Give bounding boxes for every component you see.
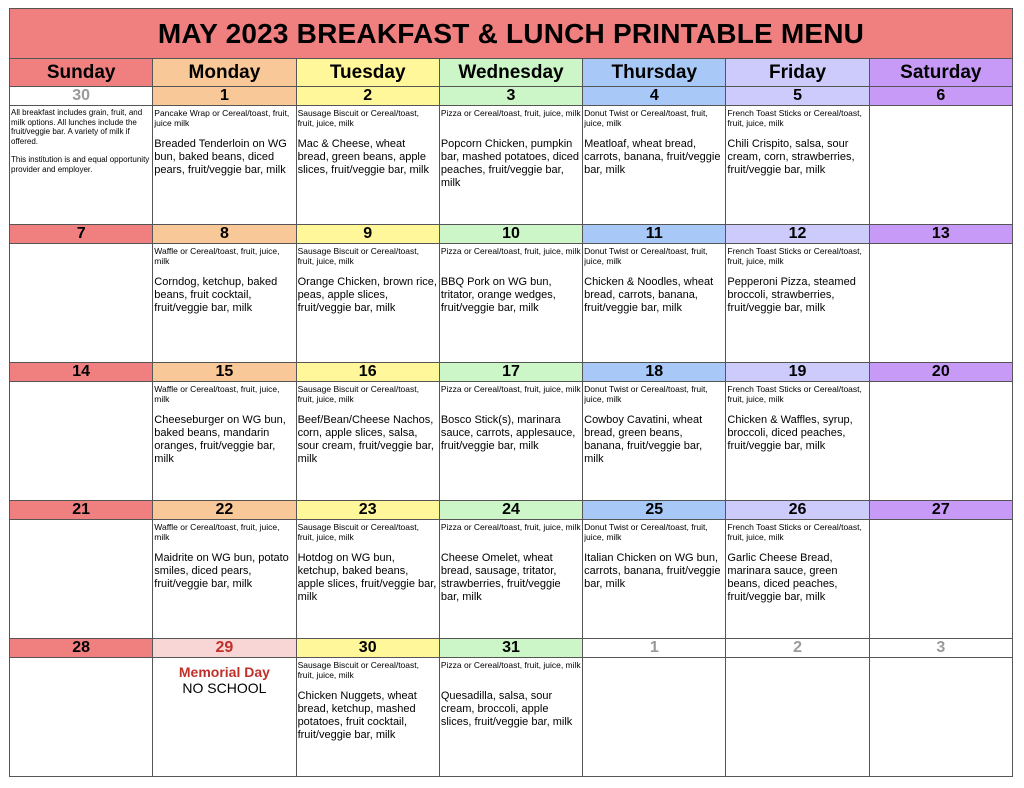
date-number: 8	[153, 225, 296, 244]
day-cell	[726, 520, 869, 639]
day-cell	[153, 106, 296, 225]
date-number: 5	[726, 87, 869, 106]
info-note-cell	[9, 106, 153, 225]
breakfast-text: Sausage Biscuit or Cereal/toast, fruit, juice, milk	[297, 384, 419, 404]
date-number: 28	[9, 639, 153, 658]
lunch-text: Cheese Omelet, wheat bread, sausage, tritator, strawberries, fruit/veggie bar, milk	[440, 552, 561, 603]
date-number: 17	[440, 363, 583, 382]
weekday-sunday: Sunday	[9, 59, 153, 87]
date-number: 20	[870, 363, 1013, 382]
lunch-text: Chicken & Noodles, wheat bread, carrots, banana, fruit/veggie bar, milk	[584, 276, 714, 314]
date-number: 25	[583, 501, 726, 520]
date-number: 3	[440, 87, 583, 106]
date-number: 10	[440, 225, 583, 244]
breakfast-text: French Toast Sticks or Cereal/toast, fruit, juice, milk	[727, 384, 862, 404]
day-cell	[726, 244, 869, 363]
empty-day-cell	[870, 658, 1013, 777]
lunch-text: Italian Chicken on WG bun, carrots, banana, fruit/veggie bar, milk	[584, 552, 721, 590]
day-cell	[440, 382, 583, 501]
empty-day-cell	[870, 106, 1013, 225]
date-number: 2	[726, 639, 869, 658]
day-cell	[153, 244, 296, 363]
day-cell	[153, 520, 296, 639]
week-row	[9, 501, 1013, 639]
day-cell	[726, 106, 869, 225]
date-number: 6	[870, 87, 1013, 106]
holiday-cell	[153, 658, 296, 777]
weekday-tuesday: Tuesday	[297, 59, 440, 87]
breakfast-text: French Toast Sticks or Cereal/toast, fruit, juice, milk	[727, 246, 862, 266]
day-cell	[440, 244, 583, 363]
breakfast-text: Waffle or Cereal/toast, fruit, juice, milk	[154, 246, 280, 266]
date-number: 26	[726, 501, 869, 520]
lunch-text: Cheeseburger on WG bun, baked beans, mandarin oranges, fruit/veggie bar, milk	[154, 414, 286, 465]
empty-day-cell	[583, 658, 726, 777]
breakfast-text: French Toast Sticks or Cereal/toast, fruit, juice, milk	[727, 108, 862, 128]
lunch-text: Pepperoni Pizza, steamed broccoli, strawberries, fruit/veggie bar, milk	[727, 276, 856, 314]
breakfast-text: Donut Twist or Cereal/toast, fruit, juice, milk	[584, 108, 708, 128]
lunch-text: BBQ Pork on WG bun, tritator, orange wedges, fruit/veggie bar, milk	[440, 276, 556, 314]
date-number: 1	[153, 87, 296, 106]
date-number: 14	[9, 363, 153, 382]
lunch-text: Chili Crispito, salsa, sour cream, corn, strawberries, fruit/veggie bar, milk	[727, 138, 855, 176]
empty-day-cell	[726, 658, 869, 777]
date-number: 18	[583, 363, 726, 382]
weekday-header-row	[9, 59, 1013, 87]
date-number: 24	[440, 501, 583, 520]
weekday-monday: Monday	[153, 59, 296, 87]
date-number: 1	[583, 639, 726, 658]
lunch-text: Garlic Cheese Bread, marinara sauce, green beans, diced peaches, fruit/veggie bar, milk	[727, 552, 838, 603]
date-number: 30	[297, 639, 440, 658]
breakfast-text: Pizza or Cereal/toast, fruit, juice, milk	[440, 522, 581, 532]
date-number: 15	[153, 363, 296, 382]
lunch-text: Beef/Bean/Cheese Nachos, corn, apple slices, salsa, sour cream, fruit/veggie bar, milk	[297, 414, 434, 465]
weekday-wednesday: Wednesday	[440, 59, 583, 87]
date-number: 19	[726, 363, 869, 382]
breakfast-text: Donut Twist or Cereal/toast, fruit, juice, milk	[584, 522, 708, 542]
lunch-text: Maidrite on WG bun, potato smiles, diced pears, fruit/veggie bar, milk	[154, 552, 289, 590]
weekday-saturday: Saturday	[870, 59, 1013, 87]
week-row	[9, 639, 1013, 777]
breakfast-text: Waffle or Cereal/toast, fruit, juice, milk	[154, 384, 280, 404]
lunch-text: Mac & Cheese, wheat bread, green beans, apple slices, fruit/veggie bar, milk	[297, 138, 429, 176]
empty-day-cell	[870, 382, 1013, 501]
day-cell	[583, 106, 726, 225]
empty-day-cell	[870, 520, 1013, 639]
date-number: 23	[297, 501, 440, 520]
lunch-text: Bosco Stick(s), marinara sauce, carrots, applesauce, fruit/veggie bar, milk	[440, 414, 576, 452]
menu-calendar	[9, 8, 1013, 778]
date-number: 4	[583, 87, 726, 106]
empty-day-cell	[9, 520, 153, 639]
date-number: 11	[583, 225, 726, 244]
date-number: 16	[297, 363, 440, 382]
date-number: 21	[9, 501, 153, 520]
day-cell	[583, 244, 726, 363]
week-row	[9, 225, 1013, 363]
breakfast-text: Donut Twist or Cereal/toast, fruit, juice, milk	[584, 384, 708, 404]
date-number: 31	[440, 639, 583, 658]
day-cell	[440, 658, 583, 777]
day-cell	[440, 106, 583, 225]
breakfast-text: Donut Twist or Cereal/toast, fruit, juice, milk	[584, 246, 708, 266]
day-cell	[583, 520, 726, 639]
empty-day-cell	[9, 658, 153, 777]
lunch-text: Meatloaf, wheat bread, carrots, banana, fruit/veggie bar, milk	[584, 138, 721, 176]
breakfast-text: Waffle or Cereal/toast, fruit, juice, milk	[154, 522, 280, 542]
day-cell	[297, 244, 440, 363]
breakfast-text: Pancake Wrap or Cereal/toast, fruit, juice milk	[154, 108, 290, 128]
lunch-text: Corndog, ketchup, baked beans, fruit cocktail, fruit/veggie bar, milk	[154, 276, 278, 314]
date-number: 3	[870, 639, 1013, 658]
day-cell	[297, 382, 440, 501]
date-number: 27	[870, 501, 1013, 520]
empty-day-cell	[9, 244, 153, 363]
breakfast-text: Sausage Biscuit or Cereal/toast, fruit, juice, milk	[297, 522, 419, 542]
breakfast-text: Pizza or Cereal/toast, fruit, juice, milk	[440, 246, 581, 256]
nutrition-note: All breakfast includes grain, fruit, and milk options. All lunches include the fruit/veggie bar. A variety of milk if offered.	[11, 108, 143, 146]
date-number-holiday: 29	[153, 639, 296, 658]
breakfast-text: Sausage Biscuit or Cereal/toast, fruit, juice, milk	[297, 246, 419, 266]
empty-day-cell	[9, 382, 153, 501]
lunch-text: Orange Chicken, brown rice, peas, apple slices, fruit/veggie bar, milk	[297, 276, 437, 314]
page-title: MAY 2023 BREAKFAST & LUNCH PRINTABLE MENU	[9, 8, 1013, 59]
date-number: 2	[297, 87, 440, 106]
day-cell	[297, 658, 440, 777]
date-number: 22	[153, 501, 296, 520]
breakfast-text: Sausage Biscuit or Cereal/toast, fruit, juice, milk	[297, 660, 419, 680]
day-cell	[297, 520, 440, 639]
day-cell	[583, 382, 726, 501]
date-number: 7	[9, 225, 153, 244]
week-row	[9, 87, 1013, 225]
day-cell	[440, 520, 583, 639]
day-cell	[153, 382, 296, 501]
equal-opportunity-note: This institution is and equal opportunity provider and employer.	[11, 155, 150, 174]
date-number: 9	[297, 225, 440, 244]
empty-day-cell	[870, 244, 1013, 363]
date-number: 30	[9, 87, 153, 106]
no-school-label: NO SCHOOL	[182, 680, 267, 696]
date-number: 12	[726, 225, 869, 244]
lunch-text: Hotdog on WG bun, ketchup, baked beans, apple slices, fruit/veggie bar, milk	[297, 552, 437, 603]
holiday-name: Memorial Day	[178, 664, 270, 680]
week-row	[9, 363, 1013, 501]
day-cell	[297, 106, 440, 225]
lunch-text: Breaded Tenderloin on WG bun, baked beans, diced pears, fruit/veggie bar, milk	[154, 138, 287, 176]
lunch-text: Cowboy Cavatini, wheat bread, green beans, banana, fruit/veggie bar, milk	[584, 414, 703, 465]
breakfast-text: Sausage Biscuit or Cereal/toast, fruit, juice, milk	[297, 108, 419, 128]
lunch-text: Quesadilla, salsa, sour cream, broccoli, apple slices, fruit/veggie bar, milk	[440, 690, 573, 728]
lunch-text: Chicken & Waffles, syrup, broccoli, diced peaches, fruit/veggie bar, milk	[727, 414, 853, 452]
day-cell	[726, 382, 869, 501]
weekday-thursday: Thursday	[583, 59, 726, 87]
breakfast-text: Pizza or Cereal/toast, fruit, juice, milk	[440, 384, 581, 394]
breakfast-text: Pizza or Cereal/toast, fruit, juice, milk	[440, 660, 581, 670]
date-number: 13	[870, 225, 1013, 244]
breakfast-text: French Toast Sticks or Cereal/toast, fruit, juice, milk	[727, 522, 862, 542]
breakfast-text: Pizza or Cereal/toast, fruit, juice, milk	[440, 108, 581, 118]
lunch-text: Chicken Nuggets, wheat bread, ketchup, mashed potatoes, fruit cocktail, fruit/veggie bar, milk	[297, 690, 417, 741]
lunch-text: Popcorn Chicken, pumpkin bar, mashed potatoes, diced peaches, fruit/veggie bar, milk	[440, 138, 580, 189]
weekday-friday: Friday	[726, 59, 869, 87]
